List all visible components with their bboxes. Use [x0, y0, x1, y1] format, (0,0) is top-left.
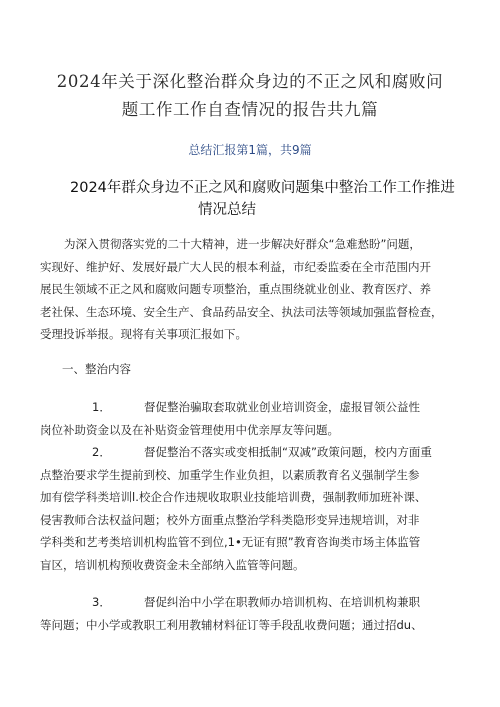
list-item-1	[40, 396, 464, 441]
document-title-line-2: 题工作工作自查情况的报告共九篇	[121, 100, 379, 119]
document-title	[36, 68, 464, 124]
heading-rectification-content: 一、整治内容	[62, 362, 131, 376]
part-label: 总结汇报第1篇，共9篇	[188, 143, 312, 157]
list-item-number: 2．	[92, 445, 111, 459]
list-item-line: 加有偿学科类培训l.校企合作违规收取职业技能培训费，强制教师加班补课、	[40, 490, 427, 505]
list-item-line: 侵害教师合法权益问题；校外方面重点整治学科类隐形变异违规培训，对非	[40, 512, 420, 527]
list-item-line: 盲区，培训机构预收费资金未全部纳入监管等问题。	[40, 557, 305, 572]
intro-line: 老社保、生态环境、安全生产、食品药品安全、执法司法等领域加强监督检查，	[40, 304, 443, 319]
list-item-text: 督促整治不落实或变相抵制“双减”政策问题，校内方面重	[144, 445, 432, 459]
list-item-line: 岗位补助资金以及在补贴资金管理使用中优亲厚友等问题。	[40, 422, 339, 437]
list-item-line: 学科类和艺考类培训机构监管不到位,1•无证有照”教育咨询类市场主体监管	[40, 535, 421, 550]
document-title-line-1: 2024年关于深化整治群众身边的不正之风和腐败问	[56, 72, 444, 91]
list-item-text: 督促整治骗取套取就业创业培训资金，虚报冒领公益性	[144, 400, 420, 414]
list-item-text: 督促纠治中小学在职教师办培训机构、在培训机构兼职	[144, 595, 420, 609]
list-item-line: 等问题；中小学或教职工利用教辅材料征订等手段乱收费问题；通过招du、	[40, 617, 423, 632]
section-title-line-2: 情况总结	[198, 202, 256, 218]
intro-paragraph	[40, 233, 464, 346]
intro-line: 为深入贯彻落实党的二十大精神，进一步解决好群众“急难愁盼”问题，	[64, 237, 421, 251]
list-item-number: 1．	[92, 400, 111, 414]
intro-line: 受理投诉举报。现将有关事项汇报如下。	[40, 327, 247, 342]
intro-line: 展民生领域不正之风和腐败问题专项整治，重点围绕就业创业、教育医疗、养	[40, 282, 431, 297]
section-title-line-1: 2024年群众身边不正之风和腐败问题集中整治工作工作推进	[70, 180, 455, 196]
list-item-line: 点整治要求学生提前到校、加重学生作业负担，以素质教育名义强制学生参	[40, 467, 420, 482]
intro-line: 实现好、维护好、发展好最广大人民的根本利益，市纪委监委在全市范围内开	[40, 259, 431, 274]
list-item-line	[40, 396, 464, 419]
list-item-line	[40, 591, 464, 614]
list-item-2	[40, 441, 464, 577]
list-item-line	[40, 441, 464, 464]
section-title	[70, 177, 470, 221]
list-item-3	[40, 591, 464, 636]
list-item-number: 3．	[92, 595, 111, 609]
